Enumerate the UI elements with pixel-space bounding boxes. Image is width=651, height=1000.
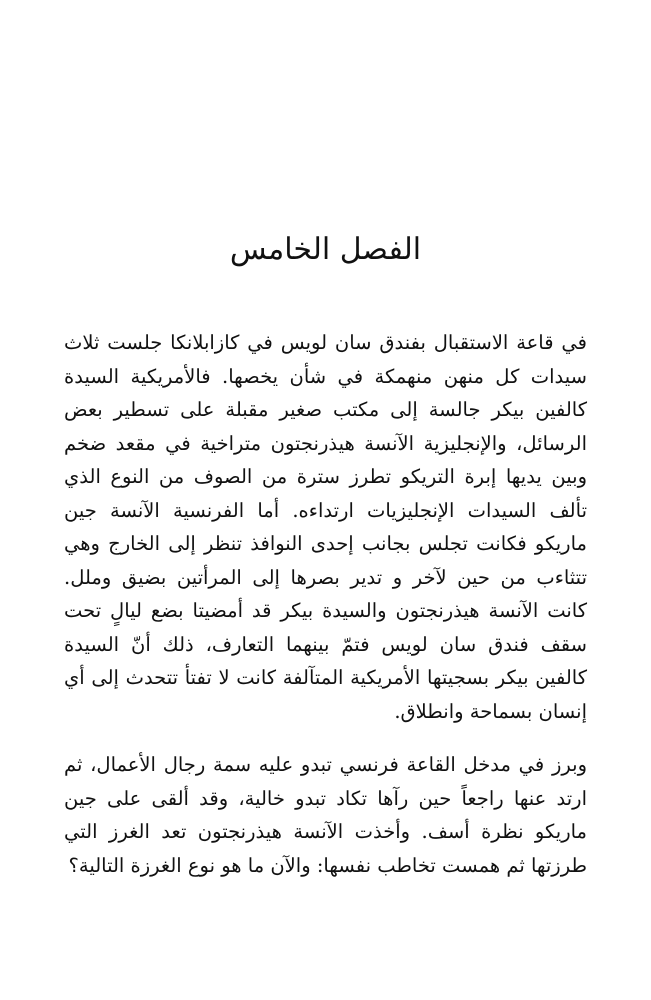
chapter-body — [64, 326, 587, 882]
chapter-title: الفصل الخامس — [229, 232, 422, 267]
paragraph-1: في قاعة الاستقبال بفندق سان لويس في كازابلانكا جلست ثلاث سيدات كل منهن منهمكة في شأن يخصها. فالأمريكية السيدة كالفين بيكر جالسة إلى مكتب صغير مقبلة على تسطير بعض الرسائل، والإنجليزية الآنسة هيذرنجتون متراخية في مقعد ضخم وبين يديها إبرة التريكو تطرز سترة من الصوف من النوع الذي تألف السيدات الإنجليزيات ارتداءه. أما الفرنسية الآنسة جين ماريكو فكانت تجلس بجانب إحدى النوافذ تنظر إلى الخارج وهي تتثاءب من حين لآخر و تدير بصرها إلى المرأتين بضيق وملل. كانت الآنسة هيذرنجتون والسيدة بيكر قد أمضيتا بضع ليالٍ تحت سقف فندق سان لويس فتمّ بينهما التعارف، ذلك أنّ السيدة كالفين بيكر بسجيتها الأمريكية المتآلفة كانت لا تفتأ تتحدث إلى أي إنسان بسماحة وانطلاق. — [64, 331, 587, 723]
paragraph-2: وبرز في مدخل القاعة فرنسي تبدو عليه سمة رجال الأعمال، ثم ارتد عنها راجعاً حين رآها تكاد تبدو خالية، وقد ألقى على جين ماريكو نظرة أسف. وأخذت الآنسة هيذرنجتون تعد الغرز التي طرزتها ثم همست تخاطب نفسها: والآن ما هو نوع الغرزة التالية؟ — [64, 753, 587, 877]
